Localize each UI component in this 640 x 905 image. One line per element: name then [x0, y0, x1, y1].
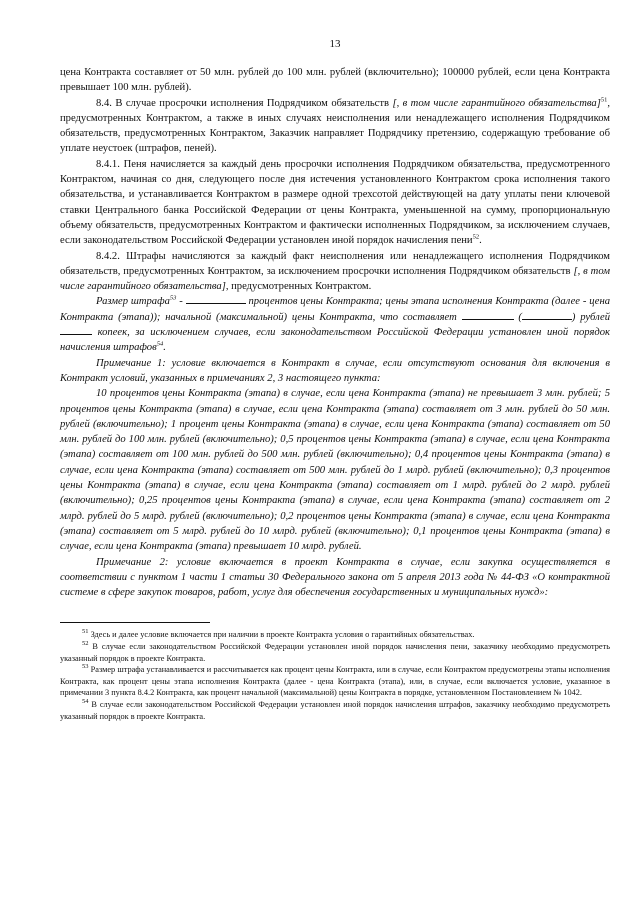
footnote-51 — [60, 629, 610, 641]
footnote-ref-53[interactable]: 53 — [169, 294, 177, 302]
footnote-text: Размер штрафа устанавливается и рассчитывается как процент цены Контракта, или в случае, если Контрактом предусмотрены этапы исполнения Контракта, как процент цены этапа исполнения Контракта (далее - цена Контракта (этапа), или, в случае, если включается условие, указанное в примечании 3 пункта 8.4.2 Контракта, как процент начальной (максимальной) цены Контракта в порядке, установленном Постановлением № 1042. — [60, 665, 610, 698]
footnote-54 — [60, 699, 610, 722]
fill-in-blank-percent[interactable] — [186, 294, 246, 304]
text-run: , предусмотренных Контрактом, а также в иных случаях неисполнения или ненадлежащего исполнения Подрядчиком обязательств, предусмотренных Контрактом, Заказчик направляет Подрядчику претензию, содержащую требование об уплате неустоек (штрафов, пеней). — [60, 97, 610, 155]
footnote-ref-54[interactable]: 54 — [156, 340, 164, 348]
footnote-number: 52 — [82, 640, 89, 648]
paragraph-8-4-2 — [60, 249, 610, 295]
footnote-52 — [60, 641, 610, 664]
text-run-italic: [, в том числе гарантийного обязательства] — [392, 97, 601, 109]
paragraph-note-2: Примечание 2: условие включается в проект Контракта в случае, если закупка осуществляется в соответствии с пунктом 1 части 1 статьи 30 Федерального закона от 5 апреля 2013 года № 44-ФЗ «О контрактной системе в сфере закупок товаров, работ, услуг для обеспечения государственных и муниципальных нужд»: — [60, 556, 610, 599]
text-run: 8.4.1. Пеня начисляется за каждый день просрочки исполнения Подрядчиком обязательства, предусмотренного Контрактом, начиная со дня, следующего после дня истечения установленного Контрактом срока исполнения такого обязательства, и устанавливается Контрактом в размере одной трехсотой действующей на дату уплаты пени ключевой ставки Центрального банка Российской Федерации от цены Контракта, уменьшенной на сумму, пропорциональную объему обязательств, предусмотренных Контрактом и фактически исполненных Подрядчиком, за исключением случаев, если законодательством Российской Федерации установлен иной порядок начисления пени — [60, 158, 610, 247]
text-run: Размер штрафа — [96, 296, 170, 308]
footnote-number: 54 — [82, 698, 89, 706]
text-run: , предусмотренных Контрактом. — [225, 281, 372, 293]
document-body — [60, 65, 610, 600]
fill-in-blank-amount-words[interactable] — [522, 310, 572, 320]
paragraph-penalty-rates: 10 процентов цены Контракта (этапа) в случае, если цена Контракта (этапа) не превышает 3 млн. рублей; 5 процентов цены Контракта (этапа) в случае, если цена Контракта (этапа) составляет от 3 млн. рублей до 50 млн. рублей (включительно); 1 процент цены Контракта (этапа) в случае, если цена Контракта (этапа) составляет от 50 млн. рублей до 100 млн. рублей (включительно); 0,5 процентов цены Контракта (этапа) в случае, если цена Контракта (этапа) составляет от 100 млн. рублей до 500 млн. рублей (включительно); 0,4 процентов цены Контракта (этапа) в случае, если цена Контракта (этапа) составляет от 500 млн. рублей до 1 млрд. рублей (включительно); 0,3 процентов цены Контракта (этапа) в случае, если цена Контракта (этапа) составляет от 1 млрд. рублей до 2 млрд. рублей (включительно); 0,25 процентов цены Контракта (этапа) в случае, если цена Контракта (этапа) составляет от 2 млрд. рублей до 5 млрд. рублей (включительно); 0,2 процентов цены Контракта (этапа) в случае, если цена Контракта (этапа) составляет от 5 млрд. рублей до 10 млрд. рублей (включительно); 0,1 процентов цены Контракта (этапа) в случае, если цена Контракта (этапа) превышает 10 млрд. рублей. — [60, 388, 610, 553]
text-run: процентов цены Контракта; цены этапа исполнения Контракта (далее - цена Контракта (этапа)); начальной (максимальной) цены Контракта, что составляет — [60, 296, 611, 323]
paragraph-price-tail: цена Контракта составляет от 50 млн. рублей до 100 млн. рублей (включительно); 100000 рублей, если цена Контракта превышает 100 млн. рублей). — [60, 67, 610, 94]
footnote-text: В случае если законодательством Российской Федерации установлен иной порядок начисления пени, заказчику необходимо предусмотреть указанный порядок в проекте Контракта. — [60, 641, 610, 663]
footnotes — [60, 629, 610, 722]
document-page — [60, 0, 610, 722]
text-run: - — [176, 296, 186, 308]
text-run: 8.4.2. Штрафы начисляются за каждый факт неисполнения или ненадлежащего исполнения Подрядчиком обязательств, предусмотренных Контрактом, за исключением просрочки исполнения Подрядчиком обязательств — [60, 250, 610, 277]
text-run: 8.4. В случае просрочки исполнения Подрядчиком обязательств — [96, 97, 393, 109]
footnote-ref-52[interactable]: 52 — [472, 233, 480, 241]
paragraph-8-4-1 — [60, 157, 610, 249]
text-run: ) рублей — [571, 311, 610, 323]
page-number: 13 — [329, 38, 341, 50]
footnote-text: Здесь и далее условие включается при наличии в проекте Контракта условия о гарантийных обязательствах. — [88, 630, 475, 640]
footnote-number: 53 — [82, 663, 89, 671]
text-run: ( — [513, 311, 522, 323]
footnote-ref-51[interactable]: 51 — [600, 96, 608, 104]
footnote-text: В случае если законодательством Российской Федерации установлен иной порядок начисления штрафов, заказчику необходимо предусмотреть указанный порядок в проекте Контракта. — [60, 699, 610, 721]
footnote-separator — [60, 622, 210, 623]
paragraph-note-1: Примечание 1: условие включается в Контракт в случае, если отсутствуют основания для включения в Контракт условий, указанных в примечаниях 2, 3 настоящего пункта: — [60, 357, 610, 384]
text-run: . — [163, 342, 166, 354]
fill-in-blank-kopecks[interactable] — [60, 325, 92, 335]
text-run: . — [479, 235, 482, 247]
text-run: копеек, за исключением случаев, если законодательством Российской Федерации установлен иной порядок начисления штрафов — [60, 327, 610, 354]
text-run-italic: [, в том числе гарантийного обязательства] — [60, 265, 610, 293]
paragraph-penalty-size — [60, 294, 610, 355]
paragraph-8-4 — [60, 96, 610, 157]
fill-in-blank-amount[interactable] — [462, 310, 514, 320]
footnote-number: 51 — [82, 628, 89, 636]
footnote-53 — [60, 664, 610, 699]
